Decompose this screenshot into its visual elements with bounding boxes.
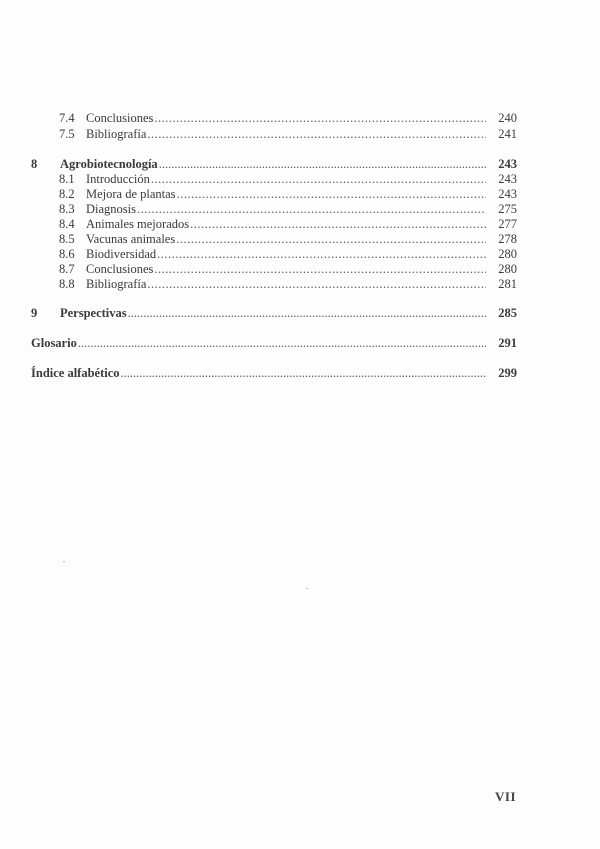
scan-speck — [306, 588, 308, 589]
dot-leader — [154, 262, 486, 277]
scan-speck — [63, 561, 65, 562]
dot-leader — [121, 366, 486, 381]
section-number: 8.5 — [59, 232, 75, 246]
section-title: Biodiversidad — [86, 247, 157, 261]
section-number: 8.4 — [59, 217, 75, 231]
section-title: Diagnosis — [86, 202, 136, 216]
page-number: 243 — [498, 187, 517, 201]
toc-indice-alfabetico[interactable] — [31, 366, 517, 382]
toc-entry-8-1[interactable] — [59, 172, 517, 188]
section-title: Animales mejorados — [86, 217, 190, 231]
folio-page-number: VII — [495, 789, 517, 804]
page-number: 280 — [498, 262, 517, 276]
page-number: 281 — [498, 277, 517, 291]
toc-entry-8-5[interactable] — [59, 232, 517, 248]
toc-entry-8-7[interactable] — [59, 262, 517, 278]
section-number: 7.4 — [59, 111, 75, 125]
section-title: Bibliografía — [86, 277, 147, 291]
section-title: Conclusiones — [86, 262, 154, 276]
section-number: 7.5 — [59, 127, 75, 141]
section-number: 8.1 — [59, 172, 75, 186]
page-number: 277 — [498, 217, 517, 231]
section-title: Mejora de plantas — [86, 187, 176, 201]
chapter-number: 8 — [31, 157, 38, 171]
toc-entry-7-4[interactable] — [59, 111, 517, 127]
chapter-number: 9 — [31, 306, 38, 320]
page-number: 241 — [498, 127, 517, 141]
chapter-title: Agrobiotecnología — [60, 157, 158, 171]
dot-leader — [78, 336, 486, 351]
section-title: Conclusiones — [86, 111, 154, 125]
toc-entry-8-2[interactable] — [59, 187, 517, 203]
toc-glosario[interactable] — [31, 336, 517, 352]
toc-chapter-8[interactable] — [31, 157, 517, 173]
dot-leader — [137, 202, 486, 217]
section-number: 8.8 — [59, 277, 75, 291]
dot-leader — [157, 247, 486, 262]
section-number: 8.2 — [59, 187, 75, 201]
dot-leader — [147, 277, 486, 292]
section-number: 8.7 — [59, 262, 75, 276]
chapter-title: Perspectivas — [60, 306, 127, 320]
page-number: 285 — [498, 306, 517, 320]
section-title: Bibliografía — [86, 127, 147, 141]
dot-leader — [151, 172, 486, 187]
page-number: 243 — [498, 172, 517, 186]
indice-title: Índice alfabético — [31, 366, 120, 380]
glosario-title: Glosario — [31, 336, 77, 350]
section-title: Vacunas animales — [86, 232, 176, 246]
dot-leader — [154, 111, 486, 126]
dot-leader — [128, 306, 486, 321]
dot-leader — [177, 187, 486, 202]
dot-leader — [159, 157, 486, 172]
dot-leader — [190, 217, 486, 232]
section-number: 8.3 — [59, 202, 75, 216]
toc-entry-7-5[interactable] — [59, 127, 517, 143]
toc-entry-8-4[interactable] — [59, 217, 517, 233]
page-number: 243 — [498, 157, 517, 171]
page-number: 278 — [498, 232, 517, 246]
toc-chapter-9[interactable] — [31, 306, 517, 322]
dot-leader — [176, 232, 486, 247]
section-number: 8.6 — [59, 247, 75, 261]
page-number: 291 — [498, 336, 517, 350]
page-number: 280 — [498, 247, 517, 261]
page-number: 240 — [498, 111, 517, 125]
page-number: 299 — [498, 366, 517, 380]
toc-entry-8-8[interactable] — [59, 277, 517, 293]
toc-entry-8-3[interactable] — [59, 202, 517, 218]
dot-leader — [147, 127, 486, 142]
toc-entry-8-6[interactable] — [59, 247, 517, 263]
page-number: 275 — [498, 202, 517, 216]
section-title: Introducción — [86, 172, 150, 186]
